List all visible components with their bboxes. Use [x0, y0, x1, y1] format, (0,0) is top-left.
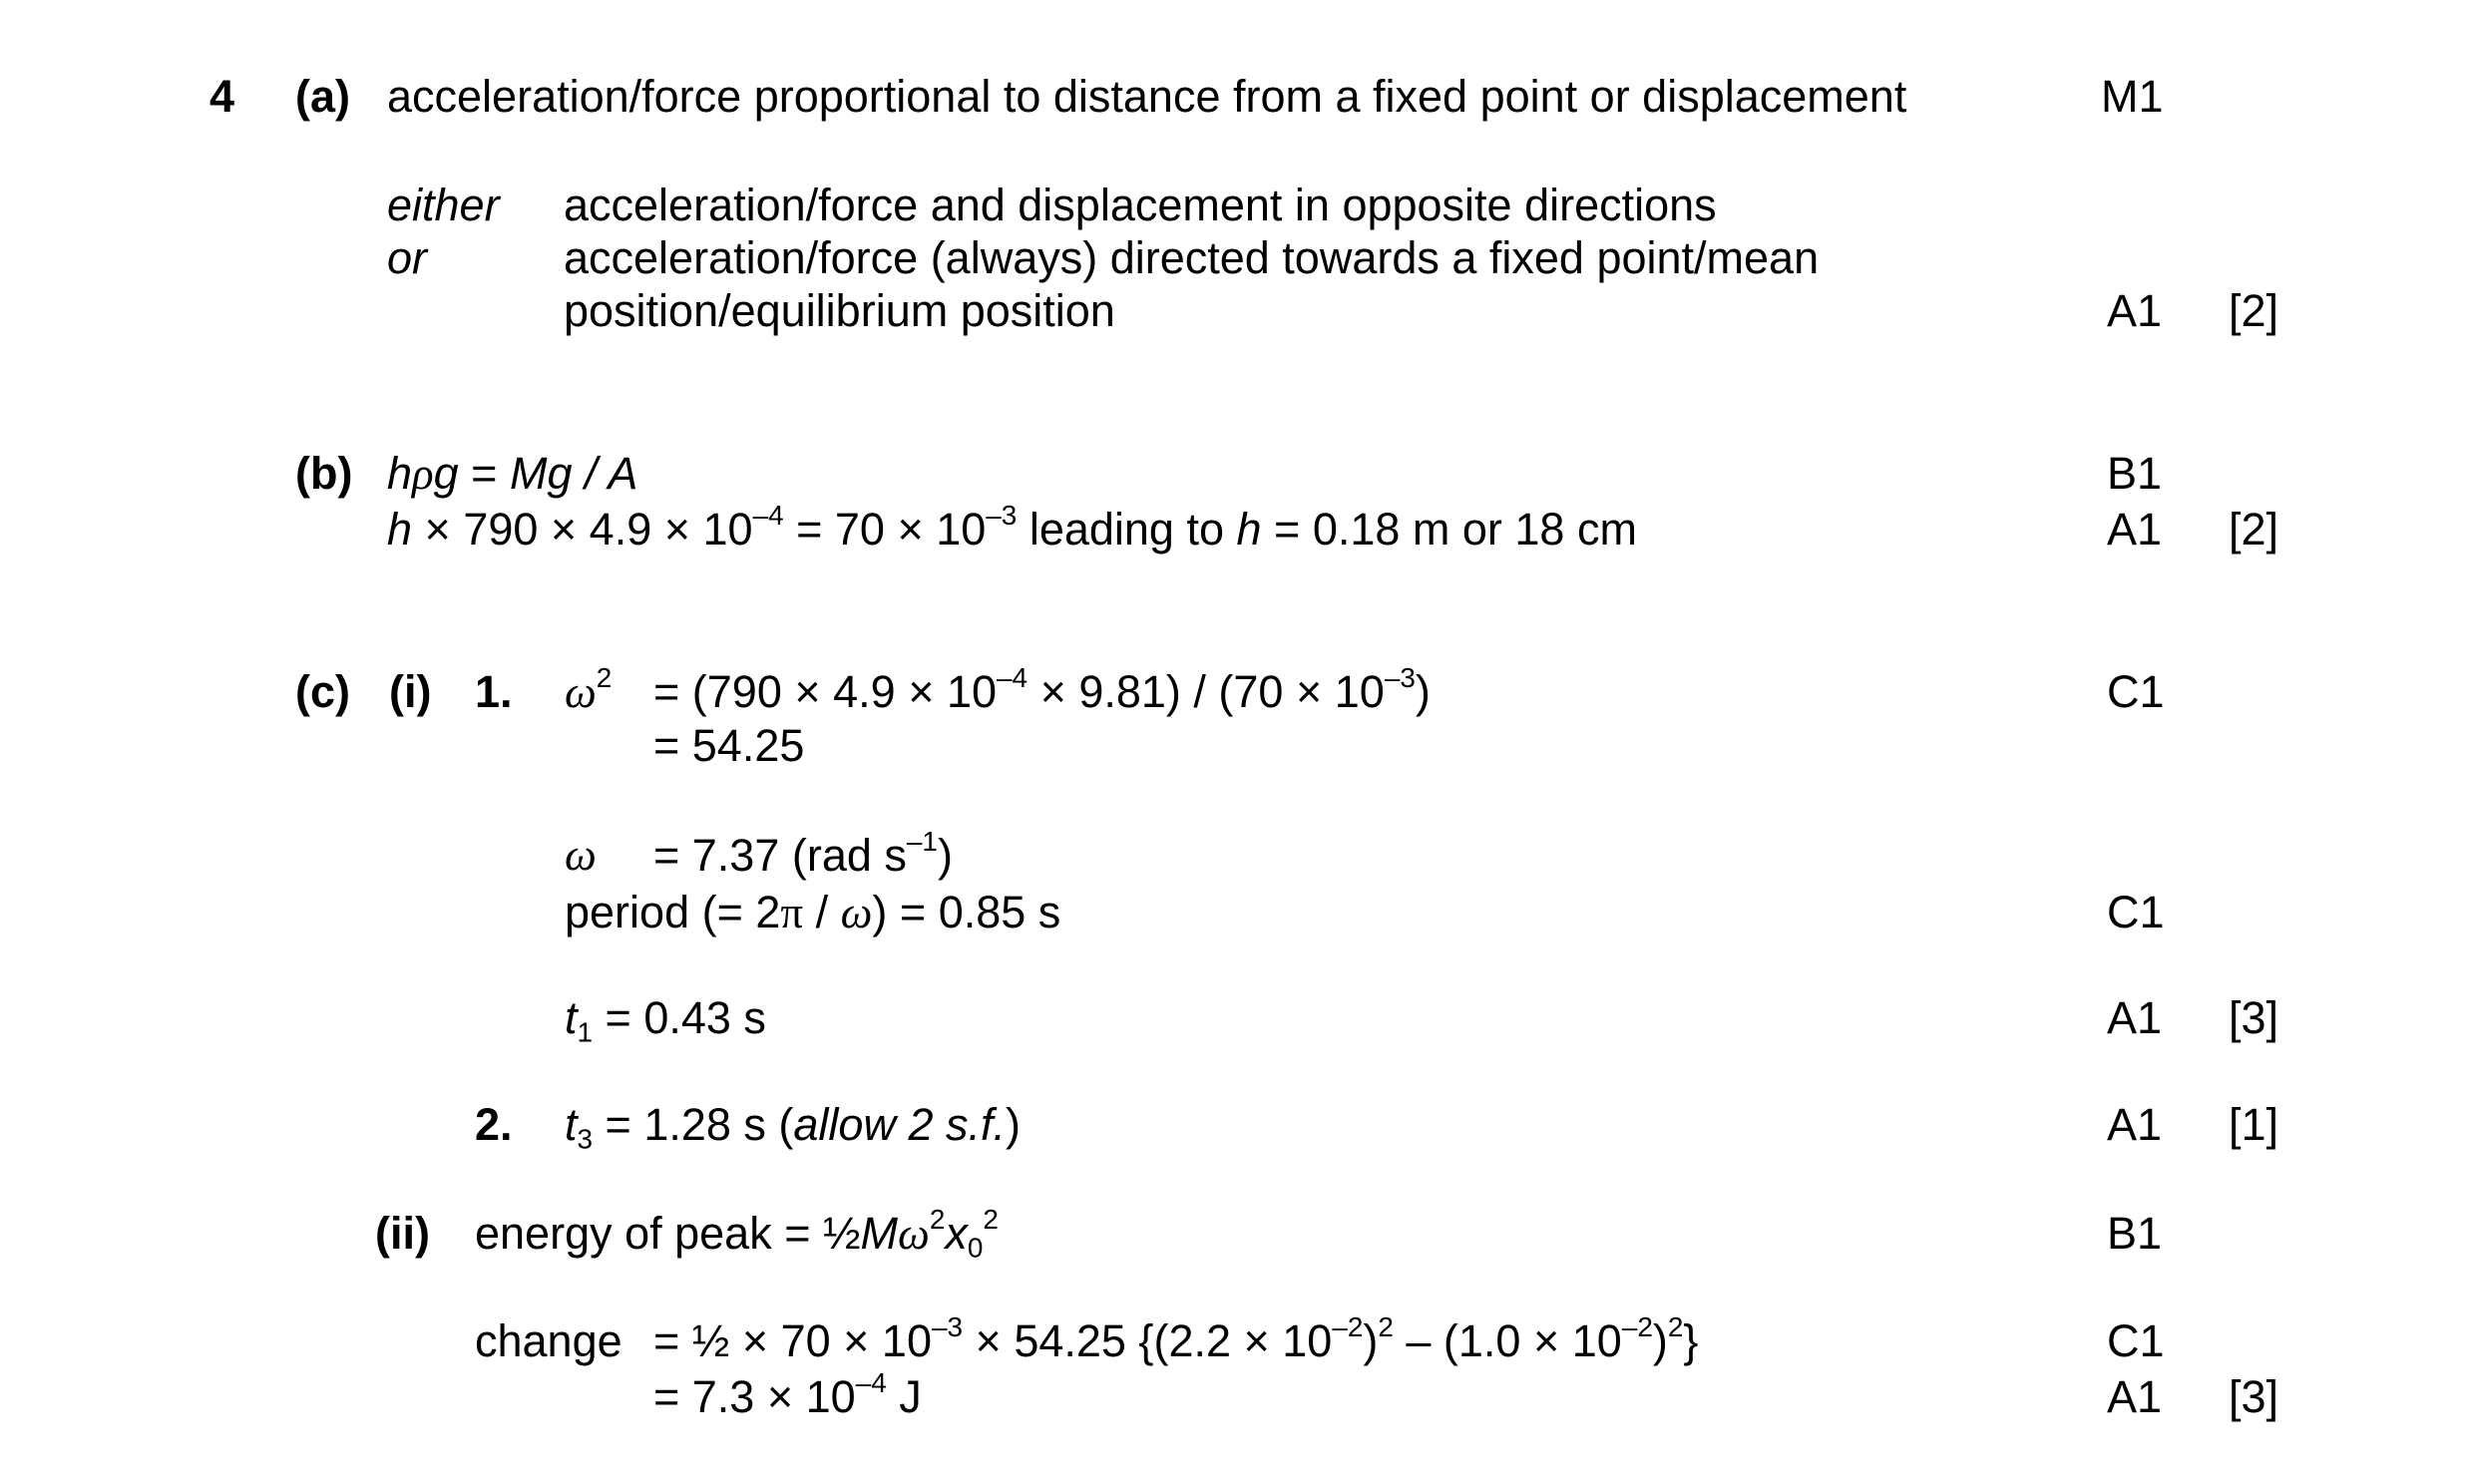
c-i-2-mark-a1: A1 [2107, 1099, 2163, 1150]
or-text-line1: acceleration/force (always) directed towards a fixed point/mean [564, 232, 1820, 283]
c-ii-mark-c1: C1 [2107, 1315, 2165, 1366]
c-ii-mark-a1: A1 [2107, 1371, 2163, 1422]
c-i-2-total: [1] [2229, 1099, 2279, 1150]
omega-squared: $\omega^2$ [565, 661, 613, 717]
part-b-mark-b1: B1 [2107, 448, 2163, 499]
c-ii-total: [3] [2229, 1371, 2279, 1422]
question-number: 4 [209, 71, 235, 122]
part-a-total: [2] [2229, 285, 2279, 336]
part-a-label: (a) [295, 71, 350, 122]
part-c-i-label: (i) [389, 666, 432, 717]
part-a-line1: acceleration/force proportional to distance from a fixed point or displacement [387, 71, 1907, 122]
part-b-line1: hρg = Mg / A [387, 448, 638, 499]
part-a-mark-m1: M1 [2101, 71, 2164, 122]
energy-of-peak: energy of peak = $\frac{1}{2}M\omega^2x_0^2$ [475, 1203, 999, 1264]
part-b-line2: $h \times 790 \times 4.9 \times 10^{-4} = 70 \times 10^{-3}$ leading to h = 0.18 m or 18 cm [387, 499, 1637, 555]
or-text-line2: position/equilibrium position [564, 285, 1115, 336]
omega-squared-equation: = $(790 \times 4.9 \times 10^{-4} \times 9.81) / (70 \times 10^{-3})$ [653, 661, 1431, 717]
omega-value: = 7.37 (rad $s^{-1}$) [653, 825, 953, 881]
or-label: or [387, 232, 428, 283]
part-c-label: (c) [295, 666, 350, 717]
c-i-1-mark-c1-a: C1 [2107, 666, 2165, 717]
period-equation: period (= 2π / ω) = 0.85 s [565, 887, 1061, 937]
either-text: acceleration/force and displacement in opposite directions [564, 180, 1717, 230]
change-equation: = ½ × $70 \times 10^{-3} \times 54.25$ $\{(2.2 \times 10^{-2})^2 - (1.0 \times 10^{-2})^2\}$ [653, 1310, 1699, 1366]
omega-symbol: ω [565, 830, 597, 880]
change-result: = $7.3 \times 10^{-4}$ J [653, 1366, 922, 1422]
either-label: either [387, 180, 500, 230]
part-c-i-2-label: 2. [475, 1099, 513, 1150]
c-i-1-mark-a1: A1 [2107, 992, 2163, 1043]
change-label: change [475, 1315, 622, 1366]
part-b-label: (b) [295, 448, 353, 499]
c-ii-mark-b1: B1 [2107, 1208, 2163, 1259]
part-c-ii-label: (ii) [375, 1208, 430, 1259]
c-i-1-mark-c1-b: C1 [2107, 887, 2165, 937]
t3-answer: $t_3 = 1.28$ s (allow 2 s.f.) [565, 1099, 1021, 1155]
part-c-i-1-label: 1. [475, 666, 513, 717]
part-b-mark-a1: A1 [2107, 504, 2163, 555]
omega-squared-value: = 54.25 [653, 720, 805, 771]
part-b-total: [2] [2229, 504, 2279, 555]
c-i-1-total: [3] [2229, 992, 2279, 1043]
t1-answer: $t_1 = 0.43$ s [565, 992, 766, 1048]
part-a-mark-a1: A1 [2107, 285, 2163, 336]
